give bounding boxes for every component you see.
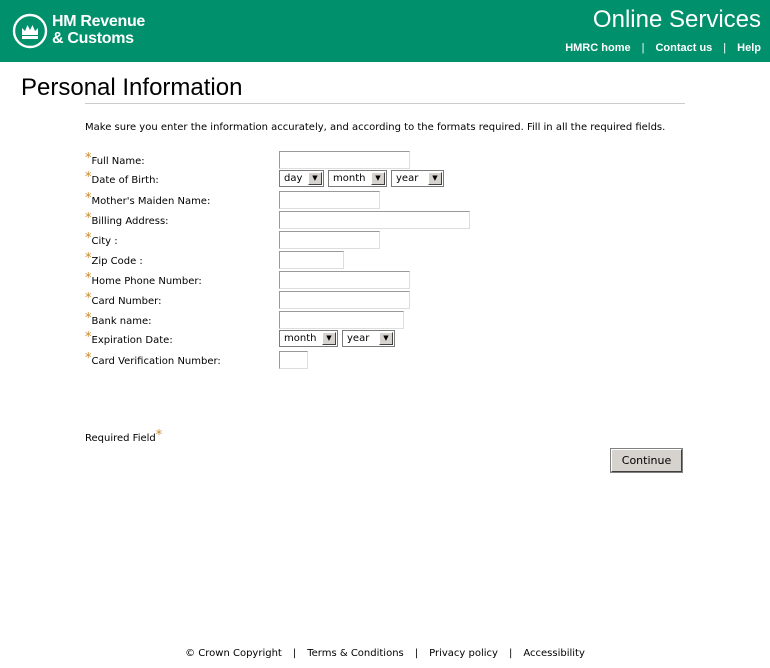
required-star: * [85, 291, 92, 306]
required-star: * [85, 330, 92, 345]
logo-line-1: HM Revenue [52, 13, 146, 30]
row-billing-address [85, 211, 685, 229]
bank-name-input[interactable] [279, 311, 404, 329]
chevron-down-icon: ▼ [428, 172, 442, 185]
footer-separator: | [508, 648, 513, 659]
cvn-label [85, 353, 221, 368]
logo-text [52, 13, 145, 47]
top-nav [565, 42, 761, 54]
billing-address-input[interactable] [279, 211, 470, 229]
card-label [85, 293, 161, 308]
title-divider [85, 103, 685, 104]
row-city [85, 231, 685, 249]
required-star: * [155, 428, 163, 443]
dob-day-select[interactable] [279, 170, 324, 187]
chevron-down-icon: ▼ [308, 172, 322, 185]
service-title: Online Services [592, 6, 761, 33]
row-card-verification [85, 351, 685, 369]
card-number-input[interactable] [279, 291, 410, 309]
required-star: * [85, 271, 92, 286]
full-name-input[interactable] [279, 151, 410, 169]
row-zip-code [85, 251, 685, 269]
full-name-label [85, 153, 145, 168]
required-star: * [85, 231, 92, 246]
full-name-label-text: Full Name: [91, 156, 145, 167]
chevron-down-icon: ▼ [322, 332, 336, 345]
city-label [85, 233, 118, 248]
zip-label-text: Zip Code : [91, 256, 143, 267]
required-note-text: Required Field [85, 433, 156, 444]
site-footer [0, 648, 770, 659]
footer-link-accessibility[interactable]: Accessibility [523, 648, 585, 659]
dob-month-select[interactable] [328, 170, 387, 187]
intro-text: Make sure you enter the information accurately, and according to the formats required. Fill in all the required fields. [85, 122, 666, 133]
billing-label [85, 213, 169, 228]
footer-separator: | [292, 648, 297, 659]
footer-link-terms[interactable]: Terms & Conditions [307, 648, 404, 659]
row-home-phone [85, 271, 685, 289]
cvn-label-text: Card Verification Number: [91, 356, 221, 367]
nav-separator: | [723, 42, 727, 54]
expiry-month-value: month [284, 333, 317, 344]
maiden-label-text: Mother's Maiden Name: [91, 196, 211, 207]
chevron-down-icon: ▼ [379, 332, 393, 345]
required-star: * [85, 151, 92, 166]
required-star: * [85, 170, 92, 185]
expiry-year-value: year [347, 333, 370, 344]
dob-label-text: Date of Birth: [91, 175, 159, 186]
billing-label-text: Billing Address: [91, 216, 169, 227]
dob-year-select[interactable] [391, 170, 444, 187]
hmrc-logo[interactable] [12, 12, 152, 52]
zip-label [85, 253, 143, 268]
card-label-text: Card Number: [91, 296, 162, 307]
expiry-label-text: Expiration Date: [91, 335, 173, 346]
row-full-name [85, 151, 685, 169]
logo-line-2: & Customs [52, 30, 134, 47]
row-expiration-date [85, 330, 685, 348]
continue-button[interactable]: Continue [611, 449, 682, 472]
bank-label [85, 313, 152, 328]
phone-label [85, 273, 202, 288]
required-star: * [85, 351, 92, 366]
nav-contact-us[interactable]: Contact us [655, 42, 713, 54]
required-field-note [85, 430, 162, 445]
nav-help[interactable]: Help [737, 42, 761, 54]
maiden-name-input[interactable] [279, 191, 380, 209]
required-star: * [85, 191, 92, 206]
card-verification-input[interactable] [279, 351, 308, 369]
dob-label [85, 172, 159, 187]
page-title: Personal Information [21, 74, 243, 101]
expiry-label [85, 332, 173, 347]
expiry-year-select[interactable] [342, 330, 395, 347]
footer-separator: | [414, 648, 419, 659]
site-header [0, 0, 770, 62]
maiden-label [85, 193, 210, 208]
required-star: * [85, 211, 92, 226]
bank-label-text: Bank name: [91, 316, 152, 327]
row-bank-name [85, 311, 685, 329]
zip-code-input[interactable] [279, 251, 344, 269]
chevron-down-icon: ▼ [371, 172, 385, 185]
row-maiden-name [85, 191, 685, 209]
dob-day-value: day [284, 173, 303, 184]
city-label-text: City : [91, 236, 118, 247]
row-card-number [85, 291, 685, 309]
nav-separator: | [641, 42, 645, 54]
footer-link-privacy[interactable]: Privacy policy [429, 648, 498, 659]
expiry-month-select[interactable] [279, 330, 338, 347]
required-star: * [85, 311, 92, 326]
dob-year-value: year [396, 173, 419, 184]
row-date-of-birth [85, 170, 685, 188]
required-star: * [85, 251, 92, 266]
dob-month-value: month [333, 173, 366, 184]
home-phone-input[interactable] [279, 271, 410, 289]
royal-crest-icon [12, 13, 48, 49]
city-input[interactable] [279, 231, 380, 249]
crown-copyright: © Crown Copyright [185, 648, 282, 659]
phone-label-text: Home Phone Number: [91, 276, 202, 287]
nav-hmrc-home[interactable]: HMRC home [565, 42, 631, 54]
